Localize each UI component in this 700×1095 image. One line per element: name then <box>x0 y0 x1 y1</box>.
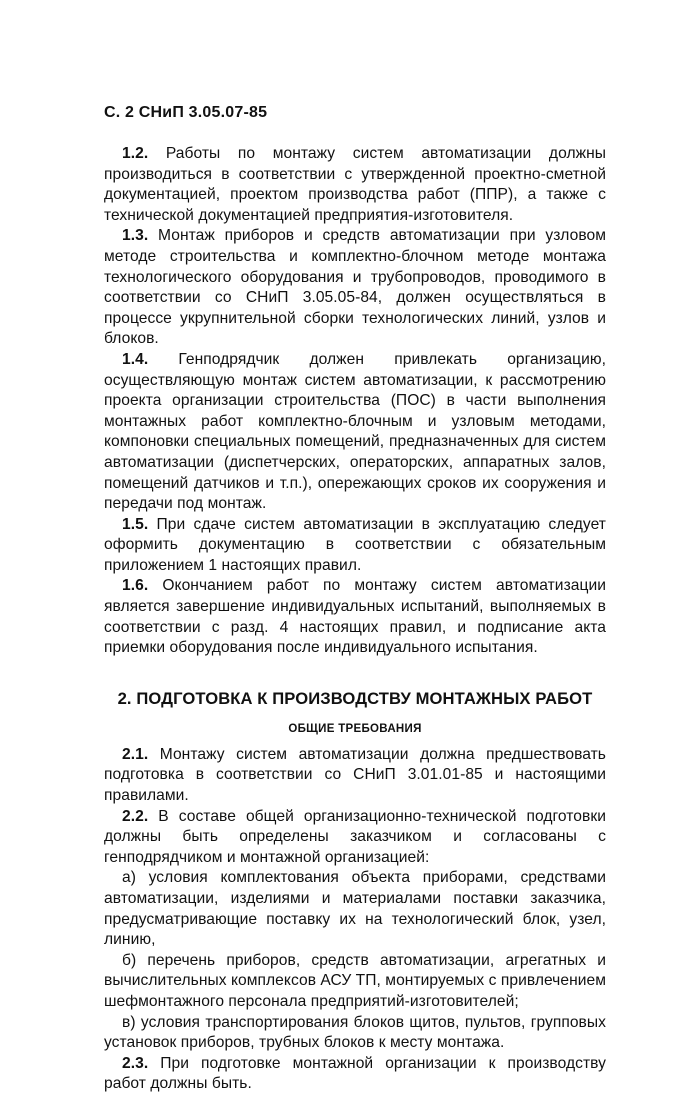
list-item-a <box>104 868 606 950</box>
paragraph-text: Окончанием работ по монтажу систем автоматизации является завершение индивидуальных испытаний, выполняемых в соответствии с разд. 4 настоящих правил, и подписание акта приемки оборудования после индивидуального испытания. <box>104 577 606 657</box>
paragraph-text: При сдаче систем автоматизации в эксплуатацию следует оформить документацию в соответствии с обязательным приложением 1 настоящих правил. <box>104 515 606 574</box>
section-1-body <box>104 144 606 659</box>
paragraph-1-6 <box>104 576 606 658</box>
paragraph-text: Генподрядчик должен привлекать организацию, осуществляющую монтаж систем автоматизации, к рассмотрению проекта организации строительства (ПОС) в части выполнения монтажных работ комплектно-блочным и узловым методами, компоновки специальных помещений, предназначенных для систем автоматизации (диспетчерских, операторских, аппаратных залов, помещений датчиков и т.п.), опережающих сроков их сооружения и передачи под монтаж. <box>104 350 606 513</box>
section-2-title: 2. ПОДГОТОВКА К ПРОИЗВОДСТВУ МОНТАЖНЫХ РАБОТ <box>117 688 593 708</box>
list-item-v <box>104 1013 606 1054</box>
paragraph-2-2 <box>104 807 606 869</box>
paragraph-text: В составе общей организационно-технической подготовки должны быть определены заказчиком и согласованы с генподрядчиком и монтажной организацией: <box>104 807 606 866</box>
paragraph-1-2 <box>104 144 606 226</box>
paragraph-1-5 <box>104 515 606 577</box>
paragraph-number: 1.6. <box>122 577 149 595</box>
paragraph-text: При подготовке монтажной организации к производству работ должны быть. <box>104 1054 606 1093</box>
paragraph-2-3 <box>104 1054 606 1095</box>
list-item-text: в) условия транспортирования блоков щитов, пультов, групповых установок приборов, трубных блоков к месту монтажа. <box>104 1013 606 1052</box>
paragraph-number: 1.3. <box>122 227 149 245</box>
paragraph-number: 1.2. <box>122 145 149 162</box>
paragraph-number: 1.5. <box>122 515 149 533</box>
list-item-b <box>104 951 606 1013</box>
paragraph-text: Монтаж приборов и средств автоматизации при узловом методе строительства и комплектно-блочном методе монтажа технологического оборудования и трубопроводов, проводимого в соответствии со СНиП 3.05.05-84, должен осуществляться в процессе укрупнительной сборки технологических линий, узлов и блоков. <box>104 227 606 348</box>
list-item-text: а) условия комплектования объекта приборами, средствами автоматизации, изделиями и материалами поставки заказчика, предусматривающие поставку их на технологический блок, узел, линию, <box>104 869 606 949</box>
subsection-title: ОБЩИЕ ТРЕБОВАНИЯ <box>288 722 422 735</box>
paragraph-number: 1.4. <box>122 350 149 368</box>
paragraph-number: 2.2. <box>122 807 149 825</box>
list-item-text: б) перечень приборов, средств автоматизации, агрегатных и вычислительных комплексов АСУ ТП, монтируемых с привлечением шефмонтажного персонала предприятий-изготовителей; <box>104 951 606 1010</box>
paragraph-text: Работы по монтажу систем автоматизации должны производиться в соответствии с утвержденной проектно-сметной документацией, проектом производства работ (ППР), а также с технической документацией предприятия-изготовителя. <box>104 145 606 224</box>
paragraph-1-4 <box>104 350 606 515</box>
paragraph-text: Монтажу систем автоматизации должна предшествовать подготовка в соответствии со СНиП 3.01.01-85 и настоящими правилами. <box>104 745 606 805</box>
paragraph-1-3 <box>104 226 606 350</box>
paragraph-number: 2.1. <box>122 745 149 763</box>
page-header: С. 2 СНиП 3.05.07-85 <box>104 104 268 121</box>
section-2-body <box>104 745 606 1095</box>
document-page <box>104 104 606 1095</box>
paragraph-2-1 <box>104 745 606 807</box>
paragraph-number: 2.3. <box>122 1054 149 1072</box>
